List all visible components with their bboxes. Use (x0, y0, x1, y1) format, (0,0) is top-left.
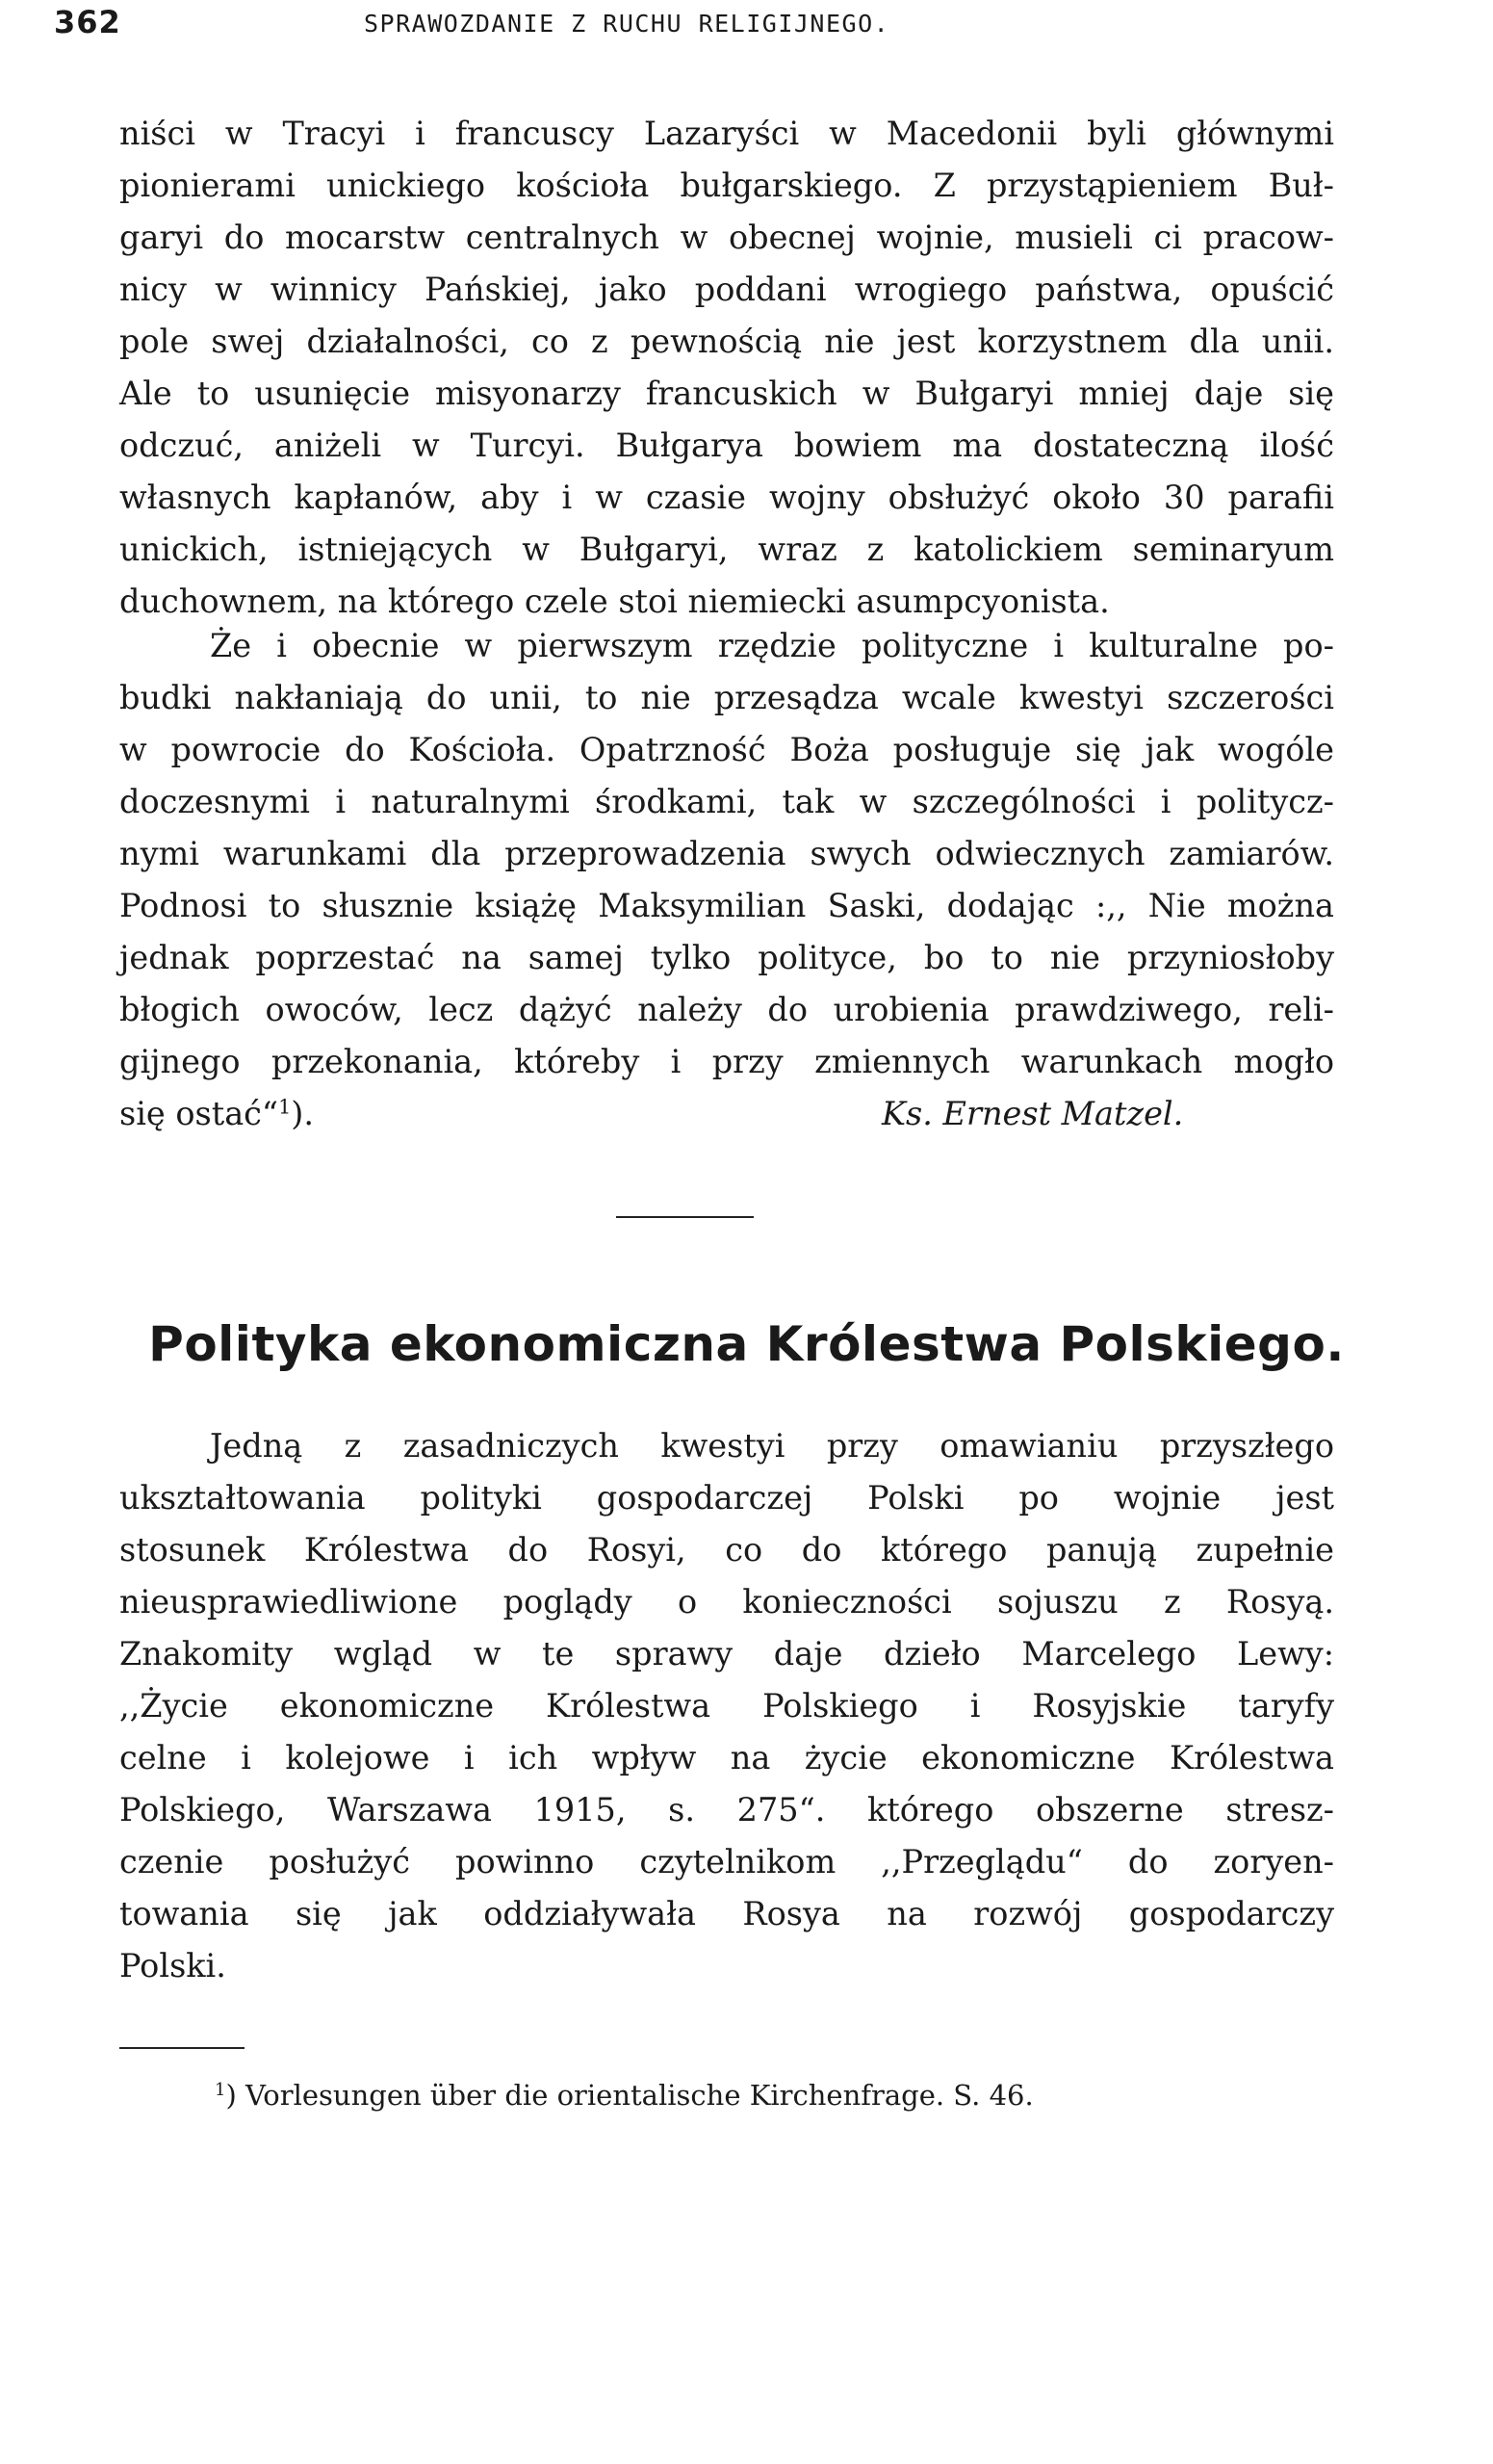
text-line: Polskiego, Warszawa 1915, s. 275“. którego obszerne stresz- (119, 1791, 1334, 1829)
footnote-reference: 1 (278, 1095, 292, 1119)
text-line: Jedną z zasadniczych kwestyi przy omawianiu przyszłego (210, 1427, 1334, 1465)
text-line: garyi do mocarstw centralnych w obecnej wojnie, musieli ci pracow- (119, 219, 1334, 256)
text-line: Podnosi to słusznie książę Maksymilian Saski, dodając :,, Nie można (119, 887, 1334, 924)
text-line: Znakomity wgląd w te sprawy daje dzieło Marcelego Lewy: (119, 1635, 1334, 1673)
footnote-rule (119, 2047, 245, 2049)
text-line: się ostać“ (119, 1095, 279, 1132)
text-line: nymi warunkami dla przeprowadzenia swych odwiecznych zamiarów. (119, 835, 1334, 872)
text-line: unickich, istniejących w Bułgaryi, wraz z katolickiem seminaryum (119, 531, 1334, 568)
text-line: stosunek Królestwa do Rosyi, co do którego panują zupełnie (119, 1531, 1334, 1569)
text-line: jednak poprzestać na samej tylko polityce, bo to nie przyniosłoby (119, 939, 1334, 976)
footnote (215, 2076, 1034, 2114)
running-head: SPRAWOZDANIE Z RUCHU RELIGIJNEGO. (364, 10, 890, 38)
footnote-marker: 1 (215, 2080, 226, 2101)
text-line: odczuć, aniżeli w Turcyi. Bułgarya bowiem ma dostateczną ilość (119, 427, 1334, 464)
text-line: duchownem, na którego czele stoi niemiecki asumpcyonista. (119, 583, 1110, 620)
section-divider (616, 1216, 754, 1218)
paragraph-second (119, 620, 1334, 1140)
text-line: własnych kapłanów, aby i w czasie wojny obsłużyć około 30 parafii (119, 479, 1334, 516)
text-line: Że i obecnie w pierwszym rzędzie polityczne i kulturalne po- (210, 627, 1334, 664)
paragraph-new-section (119, 1420, 1334, 1992)
text-line: celne i kolejowe i ich wpływ na życie ekonomiczne Królestwa (119, 1739, 1334, 1777)
text-line: nicy w winnicy Pańskiej, jako poddani wrogiego państwa, opuścić (119, 271, 1334, 308)
footnote-marker-close: ) (225, 2079, 237, 2112)
text-line: błogich owoców, lecz dążyć należy do urobienia prawdziwego, reli- (119, 991, 1334, 1028)
footnote-text: Vorlesungen über die orientalische Kirchenfrage. S. 46. (245, 2079, 1034, 2112)
text-line: pionierami unickiego kościoła bułgarskiego. Z przystąpieniem Buł- (119, 167, 1334, 204)
text-line: niści w Tracyi i francuscy Lazaryści w Macedonii byli głównymi (119, 115, 1334, 152)
section-title: Polityka ekonomiczna Królestwa Polskiego. (148, 1316, 1345, 1372)
text-line: towania się jak oddziaływała Rosya na rozwój gospodarczy (119, 1895, 1334, 1932)
text-line: czenie posłużyć powinno czytelnikom ,,Przeglądu“ do zoryen- (119, 1843, 1334, 1880)
text-line-with-signature (119, 1088, 1334, 1140)
text-line: nieusprawiedliwione poglądy o konieczności sojuszu z Rosyą. (119, 1583, 1334, 1621)
text-line: w powrocie do Kościoła. Opatrzność Boża posługuje się jak wogóle (119, 731, 1334, 768)
page-number: 362 (54, 4, 121, 40)
text-line: ,,Życie ekonomiczne Królestwa Polskiego i Rosyjskie taryfy (119, 1687, 1334, 1725)
text-line: budki nakłaniają do unii, to nie przesądza wcale kwestyi szczerości (119, 679, 1334, 716)
text-line: Ale to usunięcie misyonarzy francuskich w Bułgaryi mniej daje się (119, 375, 1334, 412)
text-line: pole swej działalności, co z pewnością nie jest korzystnem dla unii. (119, 323, 1334, 360)
text-line: doczesnymi i naturalnymi środkami, tak w szczególności i politycz- (119, 783, 1334, 820)
page-header (54, 4, 1113, 52)
text-line: Polski. (119, 1947, 226, 1984)
paragraph-continued (119, 108, 1334, 628)
text-line: gijnego przekonania, któreby i przy zmiennych warunkach mogło (119, 1043, 1334, 1080)
text-line: ). (291, 1095, 315, 1132)
author-signature: Ks. Ernest Matzel. (882, 1095, 1184, 1132)
text-line: ukształtowania polityki gospodarczej Polski po wojnie jest (119, 1479, 1334, 1517)
